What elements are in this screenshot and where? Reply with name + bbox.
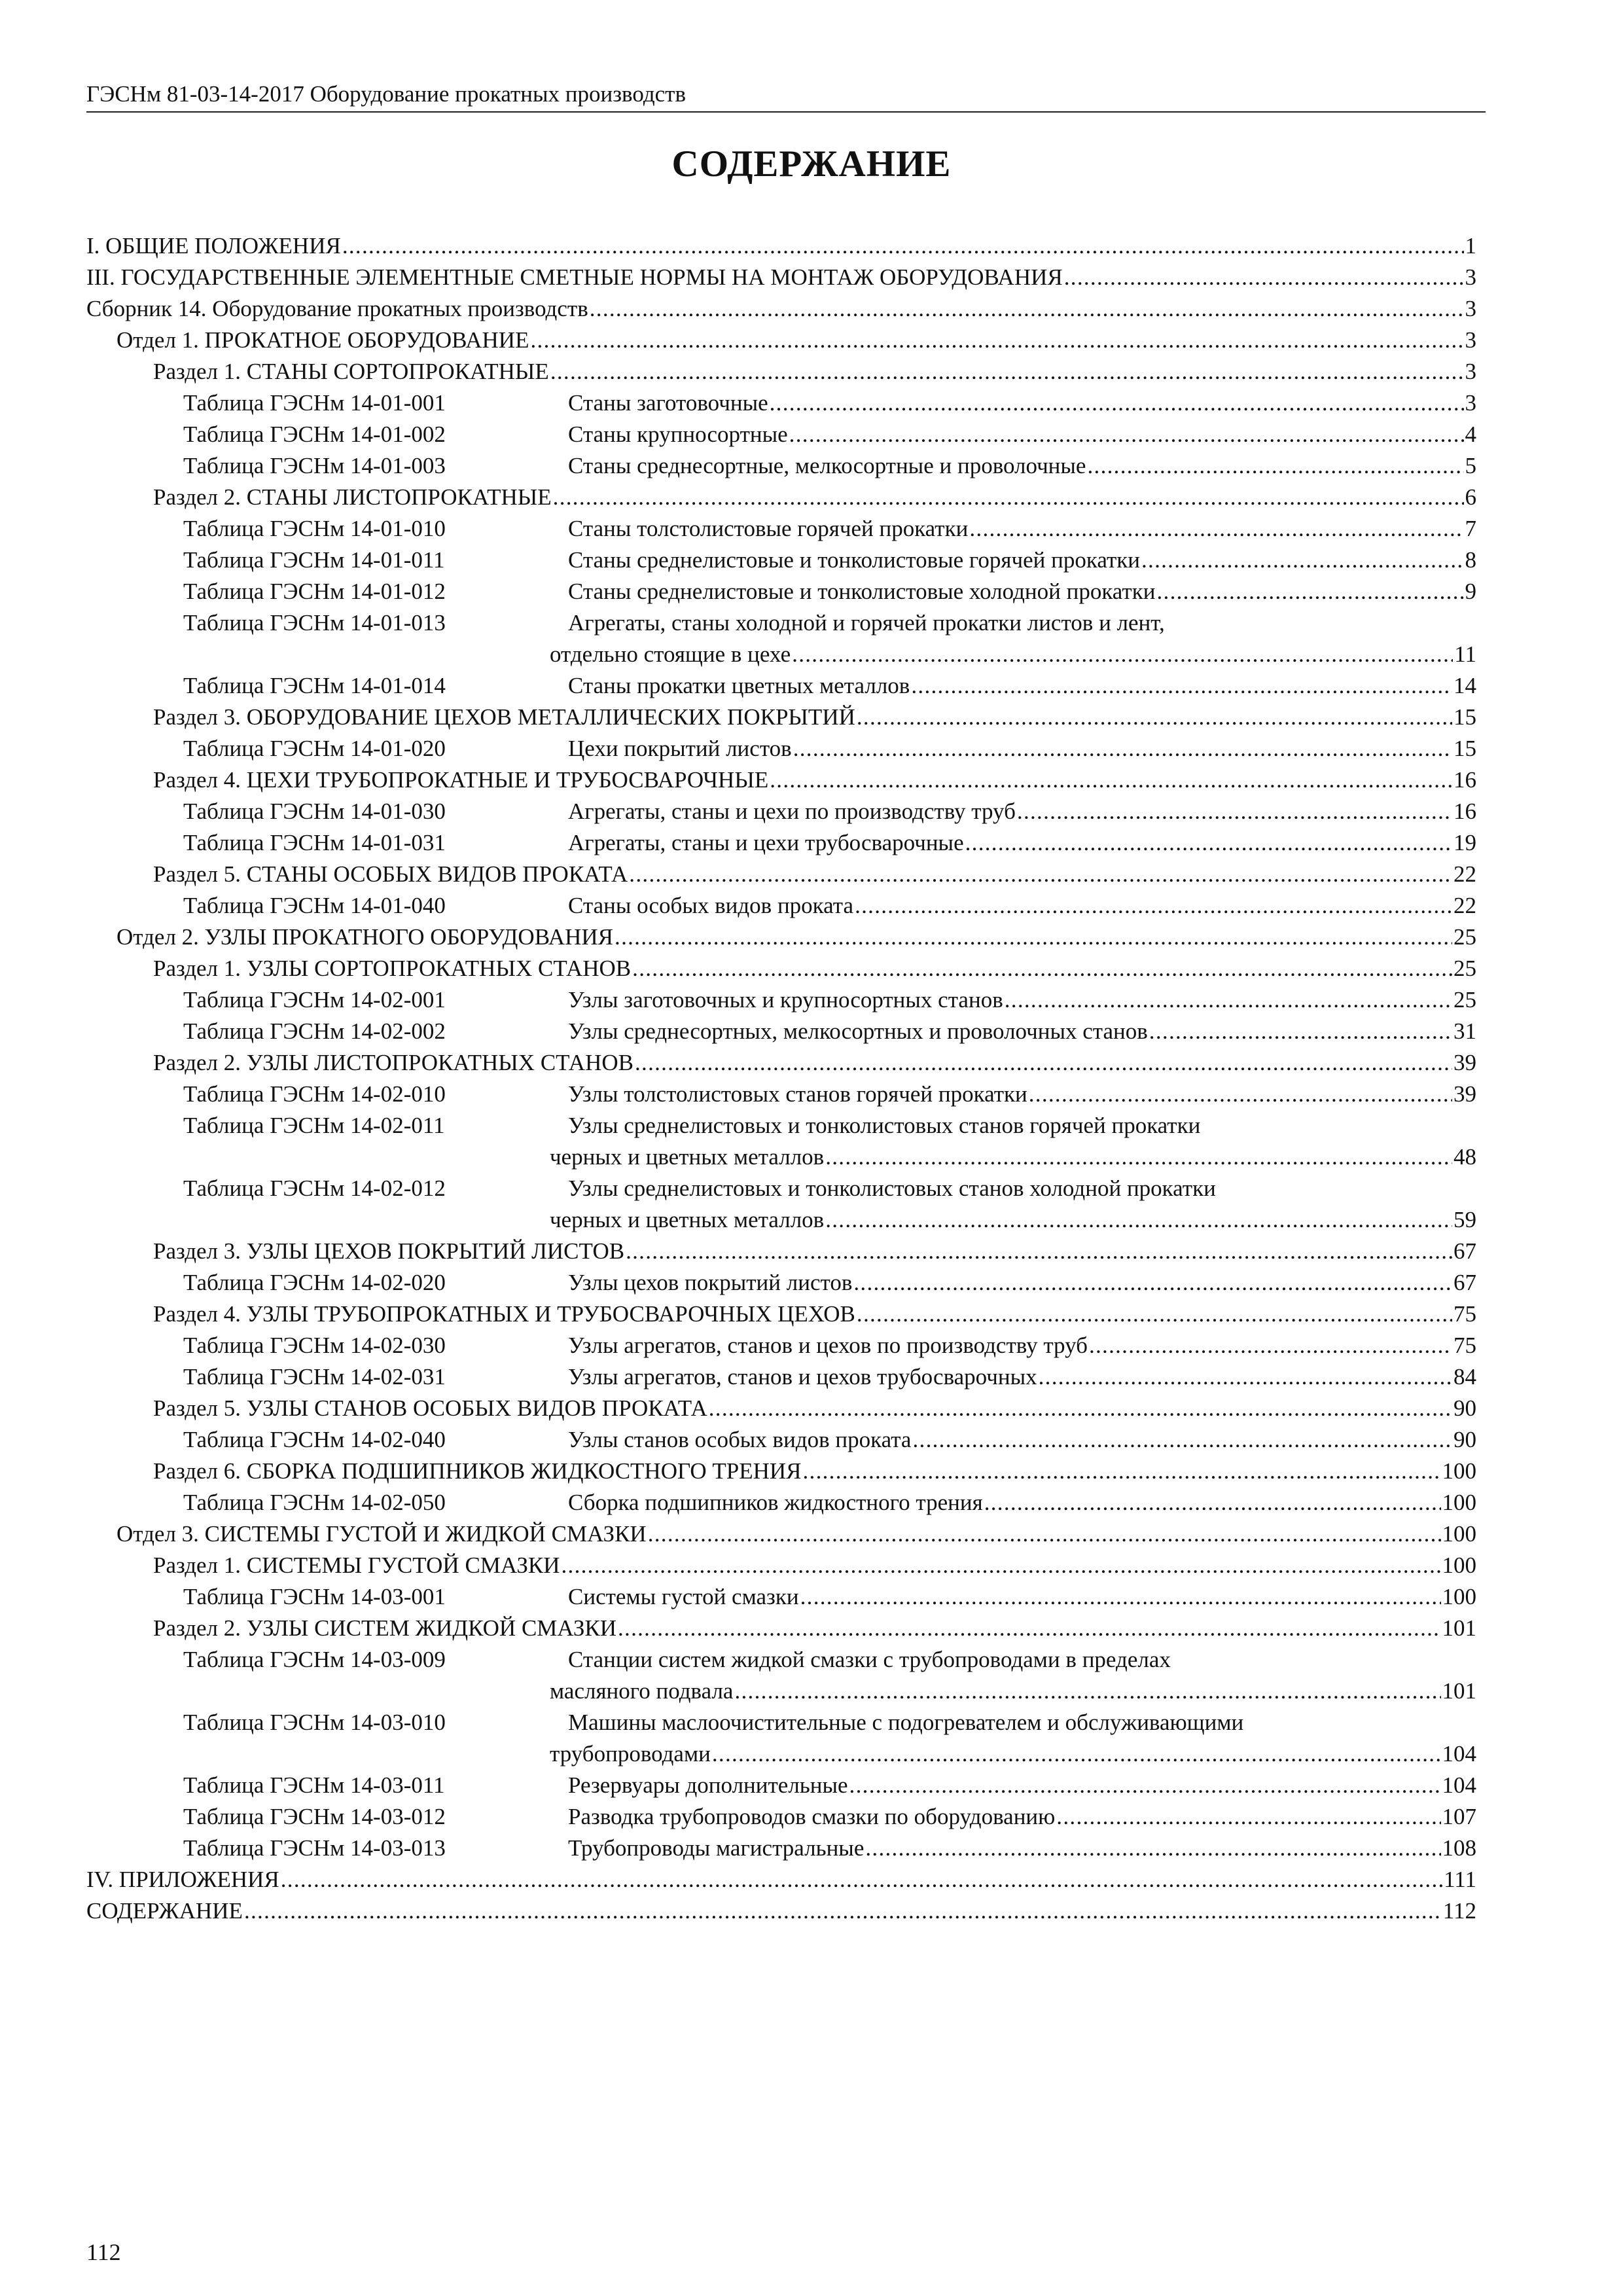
leader-dots xyxy=(770,387,1464,419)
toc-entry-label: Раздел 2. УЗЛЫ ЛИСТОПРОКАТНЫХ СТАНОВ xyxy=(153,1050,633,1075)
toc-entry-label: Агрегаты, станы холодной и горячей прокатки листов и лент, xyxy=(568,610,1165,636)
toc-page-number: 90 xyxy=(1454,1395,1476,1421)
toc-entry-label: масляного подвала xyxy=(550,1678,734,1704)
toc-page-number: 5 xyxy=(1465,453,1476,478)
toc-page-number: 3 xyxy=(1465,390,1476,416)
leader-dots xyxy=(629,859,1452,890)
toc-page-number: 1 xyxy=(1465,233,1476,259)
toc-page-number: 75 xyxy=(1454,1301,1476,1327)
toc-entry[interactable] xyxy=(86,922,1476,953)
toc-entry[interactable] xyxy=(86,1173,1476,1204)
toc-entry[interactable] xyxy=(86,953,1476,984)
toc-entry-label: Раздел 5. УЗЛЫ СТАНОВ ОСОБЫХ ВИДОВ ПРОКАТА xyxy=(153,1395,707,1421)
toc-entry-label: Раздел 4. УЗЛЫ ТРУБОПРОКАТНЫХ И ТРУБОСВАРОЧНЫХ ЦЕХОВ xyxy=(153,1301,855,1327)
leader-dots xyxy=(969,513,1463,545)
leader-dots xyxy=(1141,545,1464,576)
toc-table-code: Таблица ГЭСНм 14-01-010 xyxy=(183,516,446,541)
toc-entry-label: трубопроводами xyxy=(550,1741,711,1767)
table-of-contents xyxy=(86,230,1476,1927)
toc-page-number: 108 xyxy=(1442,1835,1476,1861)
toc-entry[interactable] xyxy=(86,513,1476,545)
toc-page-number: 100 xyxy=(1442,1584,1476,1609)
toc-entry-label: Раздел 5. СТАНЫ ОСОБЫХ ВИДОВ ПРОКАТА xyxy=(153,861,628,887)
leader-dots xyxy=(800,1581,1441,1613)
toc-entry-label: Отдел 1. ПРОКАТНОЕ ОБОРУДОВАНИЕ xyxy=(116,327,529,353)
toc-page-number: 9 xyxy=(1465,579,1476,604)
toc-page-number: 25 xyxy=(1454,924,1476,950)
toc-entry-label: Агрегаты, станы и цехи по производству труб xyxy=(568,798,1016,824)
toc-entry-label: Станы заготовочные xyxy=(568,390,768,416)
toc-table-code: Таблица ГЭСНм 14-01-040 xyxy=(183,893,446,918)
toc-entry[interactable] xyxy=(86,796,1476,827)
toc-entry[interactable] xyxy=(86,1770,1476,1801)
toc-page-number: 107 xyxy=(1442,1804,1476,1829)
toc-entry-label: Узлы среднесортных, мелкосортных и проволочных станов xyxy=(568,1018,1148,1044)
toc-entry-label: Узлы станов особых видов проката xyxy=(568,1427,912,1452)
toc-page-number: 90 xyxy=(1454,1427,1476,1452)
leader-dots xyxy=(855,890,1452,922)
leader-dots xyxy=(618,1613,1441,1644)
toc-entry[interactable] xyxy=(86,890,1476,922)
toc-entry-continuation[interactable] xyxy=(86,1204,1476,1236)
toc-entry-label: Узлы цехов покрытий листов xyxy=(568,1270,853,1295)
toc-page-number: 6 xyxy=(1465,484,1476,510)
toc-entry-label: Станы толстолистовые горячей прокатки xyxy=(568,516,969,541)
toc-page-number: 25 xyxy=(1454,956,1476,981)
toc-table-code: Таблица ГЭСНм 14-03-010 xyxy=(183,1710,446,1735)
leader-dots xyxy=(626,1236,1452,1267)
toc-entry[interactable] xyxy=(86,1393,1476,1424)
leader-dots xyxy=(802,1456,1440,1487)
leader-dots xyxy=(648,1518,1441,1550)
toc-page-number: 101 xyxy=(1442,1615,1476,1641)
toc-entry-label: Станы среднелистовые и тонколистовые горячей прокатки xyxy=(568,547,1140,573)
leader-dots xyxy=(1056,1801,1440,1833)
leader-dots xyxy=(342,230,1464,262)
toc-entry-label: Сборка подшипников жидкостного трения xyxy=(568,1490,983,1515)
leader-dots xyxy=(911,670,1452,702)
toc-entry[interactable] xyxy=(86,262,1476,293)
toc-entry[interactable] xyxy=(86,1613,1476,1644)
toc-page-number: 100 xyxy=(1442,1490,1476,1515)
toc-entry-label: Узлы агрегатов, станов и цехов по производству труб xyxy=(568,1333,1088,1358)
leader-dots xyxy=(734,1676,1440,1707)
toc-entry-label: III. ГОСУДАРСТВЕННЫЕ ЭЛЕМЕНТНЫЕ СМЕТНЫЕ НОРМЫ НА МОНТАЖ ОБОРУДОВАНИЯ xyxy=(86,264,1063,290)
toc-page-number: 3 xyxy=(1465,327,1476,353)
toc-page-number: 15 xyxy=(1454,736,1476,761)
toc-table-code: Таблица ГЭСНм 14-01-013 xyxy=(183,610,446,636)
toc-entry-label: Системы густой смазки xyxy=(568,1584,799,1609)
toc-page-number: 48 xyxy=(1454,1144,1476,1170)
page-title: СОДЕРЖАНИЕ xyxy=(671,143,952,185)
toc-entry-label: Отдел 2. УЗЛЫ ПРОКАТНОГО ОБОРУДОВАНИЯ xyxy=(116,924,614,950)
toc-page-number: 67 xyxy=(1454,1238,1476,1264)
toc-entry-label: Станы среднесортные, мелкосортные и проволочные xyxy=(568,453,1086,478)
toc-table-code: Таблица ГЭСНм 14-02-030 xyxy=(183,1333,446,1358)
toc-entry-continuation[interactable] xyxy=(86,639,1476,670)
toc-entry[interactable] xyxy=(86,1864,1476,1895)
toc-entry-label: Машины маслоочистительные с подогревателем и обслуживающими xyxy=(568,1710,1244,1735)
toc-entry[interactable] xyxy=(86,325,1476,356)
leader-dots xyxy=(561,1550,1440,1581)
toc-table-code: Таблица ГЭСНм 14-01-020 xyxy=(183,736,446,761)
toc-entry[interactable] xyxy=(86,230,1476,262)
toc-table-code: Таблица ГЭСНм 14-01-012 xyxy=(183,579,446,604)
toc-page-number: 39 xyxy=(1454,1050,1476,1075)
toc-entry-label: Раздел 2. СТАНЫ ЛИСТОПРОКАТНЫЕ xyxy=(153,484,552,510)
toc-entry[interactable] xyxy=(86,1424,1476,1456)
leader-dots xyxy=(553,482,1464,513)
leader-dots xyxy=(1064,262,1464,293)
toc-entry-label: Станы среднелистовые и тонколистовые холодной прокатки xyxy=(568,579,1156,604)
toc-table-code: Таблица ГЭСНм 14-02-001 xyxy=(183,987,446,1013)
toc-page-number: 22 xyxy=(1454,861,1476,887)
toc-page-number: 22 xyxy=(1454,893,1476,918)
toc-entry[interactable] xyxy=(86,1299,1476,1330)
page-number: 112 xyxy=(86,2239,121,2265)
toc-entry-label: Узлы агрегатов, станов и цехов трубосварочных xyxy=(568,1364,1037,1390)
toc-page-number: 4 xyxy=(1465,422,1476,447)
toc-entry-label: Узлы толстолистовых станов горячей прокатки xyxy=(568,1081,1027,1107)
toc-entry[interactable] xyxy=(86,1833,1476,1864)
toc-table-code: Таблица ГЭСНм 14-02-031 xyxy=(183,1364,446,1390)
toc-entry[interactable] xyxy=(86,1361,1476,1393)
leader-dots xyxy=(1149,1016,1452,1047)
toc-table-code: Таблица ГЭСНм 14-02-050 xyxy=(183,1490,446,1515)
toc-table-code: Таблица ГЭСНм 14-02-011 xyxy=(183,1113,445,1138)
toc-entry[interactable] xyxy=(86,1236,1476,1267)
toc-page-number: 16 xyxy=(1454,798,1476,824)
toc-entry-label: Раздел 6. СБОРКА ПОДШИПНИКОВ ЖИДКОСТНОГО ТРЕНИЯ xyxy=(153,1458,802,1484)
leader-dots xyxy=(1089,1330,1452,1361)
toc-page-number: 3 xyxy=(1465,359,1476,384)
toc-table-code: Таблица ГЭСНм 14-02-002 xyxy=(183,1018,446,1044)
leader-dots xyxy=(1029,1079,1452,1110)
toc-entry-label: Станы крупносортные xyxy=(568,422,788,447)
toc-page-number: 100 xyxy=(1442,1552,1476,1578)
toc-page-number: 16 xyxy=(1454,767,1476,793)
leader-dots xyxy=(1039,1361,1452,1393)
toc-entry-label: отдельно стоящие в цехе xyxy=(550,641,791,667)
toc-page-number: 3 xyxy=(1465,264,1476,290)
toc-page-number: 104 xyxy=(1442,1741,1476,1767)
toc-entry-label: Раздел 4. ЦЕХИ ТРУБОПРОКАТНЫЕ И ТРУБОСВАРОЧНЫЕ xyxy=(153,767,769,793)
toc-page-number: 19 xyxy=(1454,830,1476,855)
leader-dots xyxy=(965,827,1452,859)
toc-entry-label: Сборник 14. Оборудование прокатных производств xyxy=(86,296,588,321)
leader-dots xyxy=(825,1141,1452,1173)
toc-table-code: Таблица ГЭСНм 14-02-012 xyxy=(183,1175,446,1201)
toc-entry-continuation[interactable] xyxy=(86,1141,1476,1173)
toc-entry[interactable] xyxy=(86,1581,1476,1613)
toc-entry-label: черных и цветных металлов xyxy=(550,1144,825,1170)
toc-entry[interactable] xyxy=(86,387,1476,419)
leader-dots xyxy=(793,733,1452,764)
leader-dots xyxy=(550,356,1464,387)
leader-dots xyxy=(912,1424,1452,1456)
toc-entry-label: Раздел 3. ОБОРУДОВАНИЕ ЦЕХОВ МЕТАЛЛИЧЕСКИХ ПОКРЫТИЙ xyxy=(153,704,855,730)
leader-dots xyxy=(1017,796,1452,827)
toc-entry[interactable] xyxy=(86,984,1476,1016)
toc-entry[interactable] xyxy=(86,419,1476,450)
toc-page-number: 59 xyxy=(1454,1207,1476,1232)
toc-entry[interactable] xyxy=(86,293,1476,325)
toc-entry[interactable] xyxy=(86,733,1476,764)
toc-entry[interactable] xyxy=(86,1550,1476,1581)
toc-page-number: 25 xyxy=(1454,987,1476,1013)
toc-entry[interactable] xyxy=(86,545,1476,576)
toc-entry[interactable] xyxy=(86,1456,1476,1487)
toc-page-number: 67 xyxy=(1454,1270,1476,1295)
leader-dots xyxy=(709,1393,1452,1424)
leader-dots xyxy=(857,702,1452,733)
toc-entry-label: I. ОБЩИЕ ПОЛОЖЕНИЯ xyxy=(86,233,341,259)
toc-table-code: Таблица ГЭСНм 14-03-012 xyxy=(183,1804,446,1829)
leader-dots xyxy=(792,639,1453,670)
toc-entry-label: Агрегаты, станы и цехи трубосварочные xyxy=(568,830,964,855)
leader-dots xyxy=(1087,450,1463,482)
toc-entry-label: Цехи покрытий листов xyxy=(568,736,792,761)
toc-entry-label: Разводка трубопроводов смазки по оборудованию xyxy=(568,1804,1056,1829)
toc-entry[interactable] xyxy=(86,1047,1476,1079)
toc-entry[interactable] xyxy=(86,576,1476,607)
leader-dots xyxy=(632,953,1452,984)
leader-dots xyxy=(244,1895,1442,1927)
toc-entry-label: Раздел 1. УЗЛЫ СОРТОПРОКАТНЫХ СТАНОВ xyxy=(153,956,632,981)
leader-dots xyxy=(849,1770,1441,1801)
toc-entry-label: Трубопроводы магистральные xyxy=(568,1835,865,1861)
toc-entry[interactable] xyxy=(86,1330,1476,1361)
toc-page-number: 31 xyxy=(1454,1018,1476,1044)
toc-table-code: Таблица ГЭСНм 14-01-031 xyxy=(183,830,446,855)
leader-dots xyxy=(789,419,1464,450)
toc-table-code: Таблица ГЭСНм 14-01-030 xyxy=(183,798,446,824)
toc-entry-label: Станы прокатки цветных металлов xyxy=(568,673,910,698)
toc-entry[interactable] xyxy=(86,764,1476,796)
toc-entry[interactable] xyxy=(86,1644,1476,1676)
toc-page-number: 100 xyxy=(1442,1521,1476,1547)
toc-entry[interactable] xyxy=(86,1518,1476,1550)
leader-dots xyxy=(530,325,1463,356)
toc-entry[interactable] xyxy=(86,1110,1476,1141)
toc-page-number: 11 xyxy=(1454,641,1476,667)
toc-page-number: 112 xyxy=(1442,1898,1476,1924)
toc-entry[interactable] xyxy=(86,702,1476,733)
leader-dots xyxy=(984,1487,1441,1518)
toc-page-number: 14 xyxy=(1454,673,1476,698)
leader-dots xyxy=(1005,984,1452,1016)
toc-entry-continuation[interactable] xyxy=(86,1676,1476,1707)
toc-entry-label: Раздел 2. УЗЛЫ СИСТЕМ ЖИДКОЙ СМАЗКИ xyxy=(153,1615,616,1641)
leader-dots xyxy=(770,764,1452,796)
toc-table-code: Таблица ГЭСНм 14-02-040 xyxy=(183,1427,446,1452)
toc-page-number: 15 xyxy=(1454,704,1476,730)
running-header: ГЭСНм 81-03-14-2017 Оборудование прокатных производств xyxy=(86,80,1486,113)
toc-entry-label: Станции систем жидкой смазки с трубопроводами в пределах xyxy=(568,1647,1171,1672)
toc-entry[interactable] xyxy=(86,356,1476,387)
toc-table-code: Таблица ГЭСНм 14-02-010 xyxy=(183,1081,446,1107)
toc-entry[interactable] xyxy=(86,482,1476,513)
toc-page-number: 84 xyxy=(1454,1364,1476,1390)
toc-page-number: 75 xyxy=(1454,1333,1476,1358)
leader-dots xyxy=(825,1204,1452,1236)
toc-page-number: 101 xyxy=(1442,1678,1476,1704)
leader-dots xyxy=(615,922,1452,953)
toc-page-number: 100 xyxy=(1442,1458,1476,1484)
toc-entry-label: Станы особых видов проката xyxy=(568,893,854,918)
toc-entry-label: Узлы среднелистовых и тонколистовых станов холодной прокатки xyxy=(568,1175,1216,1201)
toc-table-code: Таблица ГЭСНм 14-01-002 xyxy=(183,422,446,447)
toc-entry-label: Отдел 3. СИСТЕМЫ ГУСТОЙ И ЖИДКОЙ СМАЗКИ xyxy=(116,1521,647,1547)
toc-table-code: Таблица ГЭСНм 14-03-013 xyxy=(183,1835,446,1861)
toc-table-code: Таблица ГЭСНм 14-01-003 xyxy=(183,453,446,478)
toc-entry-label: IV. ПРИЛОЖЕНИЯ xyxy=(86,1867,279,1892)
leader-dots xyxy=(857,1299,1452,1330)
toc-entry[interactable] xyxy=(86,827,1476,859)
toc-entry-continuation[interactable] xyxy=(86,1738,1476,1770)
toc-entry-label: Раздел 1. СТАНЫ СОРТОПРОКАТНЫЕ xyxy=(153,359,549,384)
toc-entry[interactable] xyxy=(86,1079,1476,1110)
toc-entry[interactable] xyxy=(86,1267,1476,1299)
leader-dots xyxy=(1156,576,1463,607)
leader-dots xyxy=(590,293,1464,325)
leader-dots xyxy=(281,1864,1442,1895)
leader-dots xyxy=(635,1047,1452,1079)
toc-entry[interactable] xyxy=(86,450,1476,482)
toc-table-code: Таблица ГЭСНм 14-03-011 xyxy=(183,1772,445,1798)
toc-table-code: Таблица ГЭСНм 14-03-001 xyxy=(183,1584,446,1609)
toc-entry-label: СОДЕРЖАНИЕ xyxy=(86,1898,243,1924)
toc-entry-label: черных и цветных металлов xyxy=(550,1207,825,1232)
toc-entry-label: Узлы заготовочных и крупносортных станов xyxy=(568,987,1003,1013)
toc-table-code: Таблица ГЭСНм 14-01-014 xyxy=(183,673,446,698)
leader-dots xyxy=(853,1267,1452,1299)
toc-entry-label: Раздел 1. СИСТЕМЫ ГУСТОЙ СМАЗКИ xyxy=(153,1552,560,1578)
toc-table-code: Таблица ГЭСНм 14-03-009 xyxy=(183,1647,446,1672)
toc-entry[interactable] xyxy=(86,1895,1476,1927)
toc-entry[interactable] xyxy=(86,1016,1476,1047)
toc-entry-label: Раздел 3. УЗЛЫ ЦЕХОВ ПОКРЫТИЙ ЛИСТОВ xyxy=(153,1238,625,1264)
toc-page-number: 3 xyxy=(1465,296,1476,321)
toc-page-number: 39 xyxy=(1454,1081,1476,1107)
toc-entry-label: Узлы среднелистовых и тонколистовых станов горячей прокатки xyxy=(568,1113,1201,1138)
toc-entry[interactable] xyxy=(86,607,1476,639)
toc-page-number: 8 xyxy=(1465,547,1476,573)
toc-entry[interactable] xyxy=(86,670,1476,702)
toc-page-number: 111 xyxy=(1444,1867,1476,1892)
toc-table-code: Таблица ГЭСНм 14-02-020 xyxy=(183,1270,446,1295)
leader-dots xyxy=(712,1738,1441,1770)
toc-entry[interactable] xyxy=(86,1707,1476,1738)
toc-entry[interactable] xyxy=(86,859,1476,890)
toc-page-number: 7 xyxy=(1465,516,1476,541)
toc-entry[interactable] xyxy=(86,1801,1476,1833)
toc-table-code: Таблица ГЭСНм 14-01-011 xyxy=(183,547,445,573)
toc-entry-label: Резервуары дополнительные xyxy=(568,1772,848,1798)
leader-dots xyxy=(865,1833,1440,1864)
toc-table-code: Таблица ГЭСНм 14-01-001 xyxy=(183,390,446,416)
toc-page-number: 104 xyxy=(1442,1772,1476,1798)
toc-entry[interactable] xyxy=(86,1487,1476,1518)
